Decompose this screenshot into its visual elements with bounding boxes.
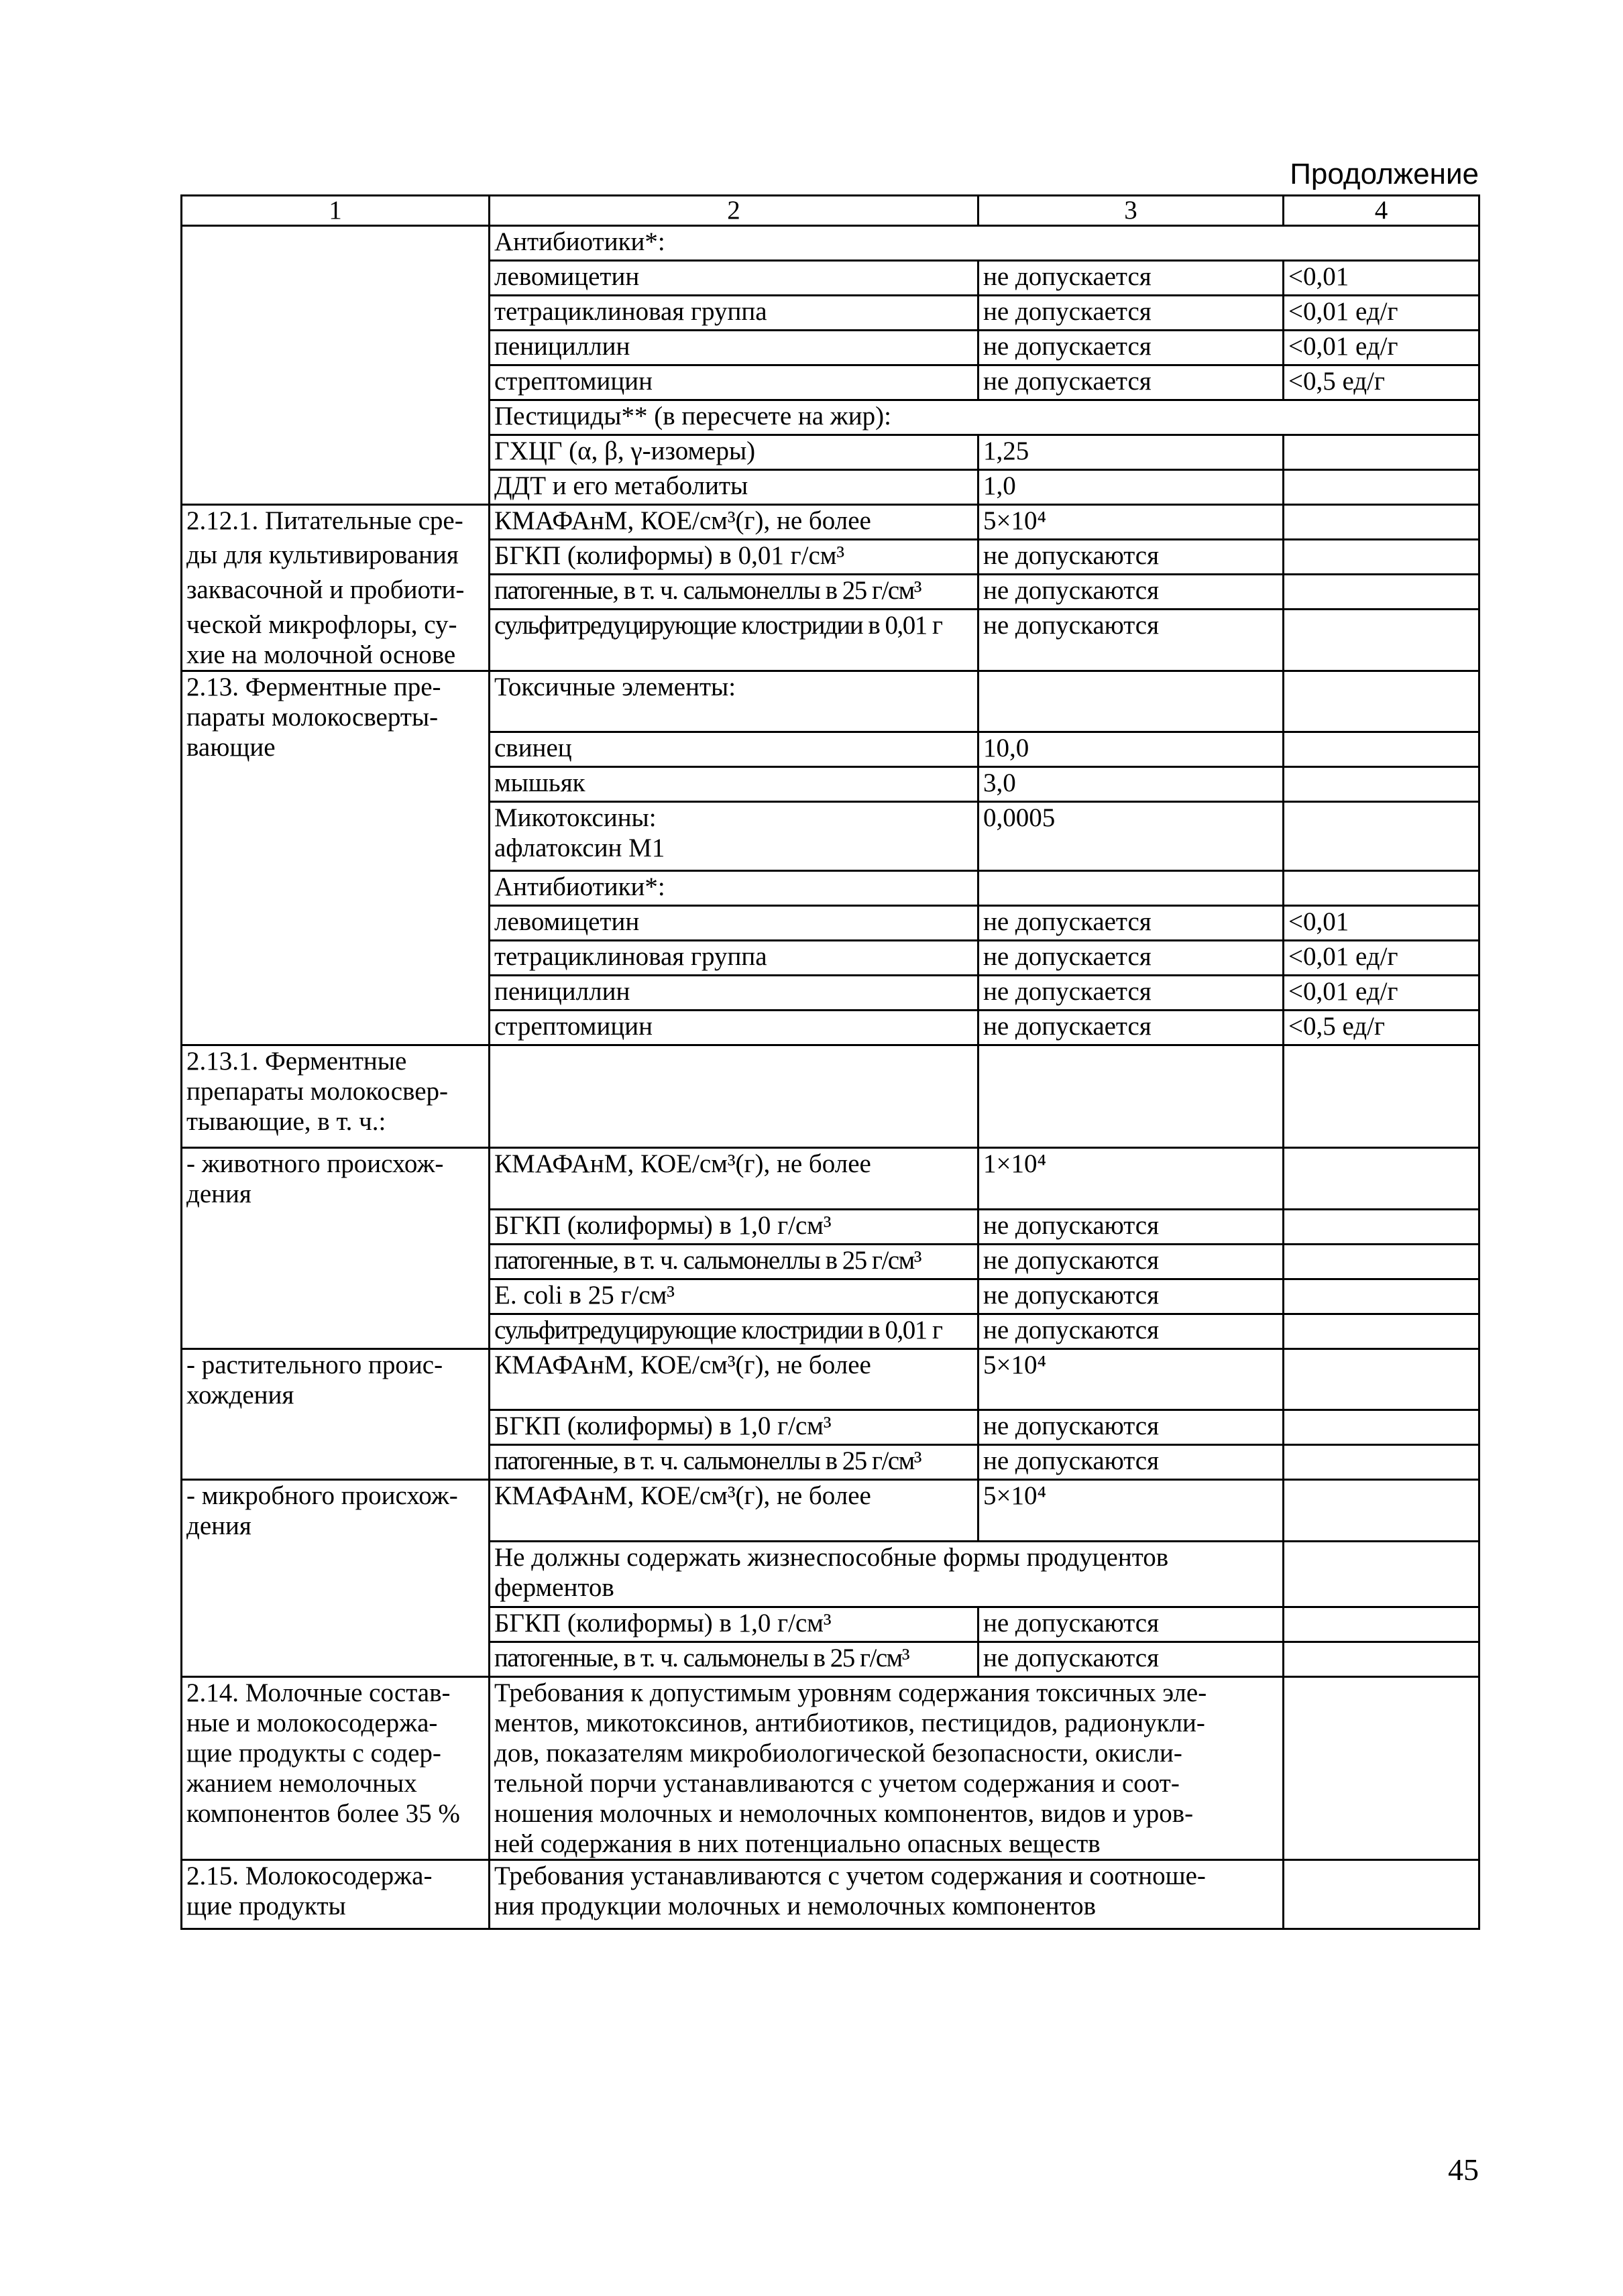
- note-cell: [1284, 671, 1479, 732]
- requirements-table: [180, 194, 1480, 1930]
- indicator-cell: [490, 1045, 978, 1148]
- note-cell: <0,01 ед/г: [1284, 976, 1479, 1011]
- indicator-cell: Не должны содержать жизнеспособные формы продуцентов ферментов: [490, 1541, 1284, 1607]
- table-row: [182, 802, 1479, 871]
- table-row: [182, 1148, 1479, 1210]
- group-label-cell: [182, 365, 490, 400]
- table-row: [182, 906, 1479, 941]
- table-row: [182, 261, 1479, 296]
- indicator-cell: Микотоксины: афлатоксин М1: [490, 802, 978, 871]
- group-label-cell: 2.12.1. Питательные сре-: [182, 505, 490, 540]
- note-cell: [1284, 470, 1479, 505]
- group-label-cell: заквасочной и пробиоти-: [182, 575, 490, 610]
- indicator-cell: E. coli в 25 г/см³: [490, 1279, 978, 1314]
- group-label-cell: [182, 1314, 490, 1348]
- indicator-cell: патогенные, в т. ч. сальмонеллы в 25 г/см³: [490, 1244, 978, 1279]
- indicator-cell: КМАФАнМ, КОЕ/см³(г), не более: [490, 1348, 978, 1410]
- table-row: [182, 1348, 1479, 1410]
- table-row: [182, 1859, 1479, 1929]
- page-number: 45: [1448, 2152, 1479, 2187]
- group-label-cell: [182, 1642, 490, 1676]
- group-label-cell: 2.13.1. Ферментные препараты молокосвер- тывающие, в т. ч.:: [182, 1045, 490, 1148]
- limit-cell: не допускаются: [978, 610, 1284, 671]
- continuation-label: Продолжение: [1290, 158, 1479, 190]
- table-row: [182, 1244, 1479, 1279]
- note-cell: [1284, 610, 1479, 671]
- note-cell: [1284, 1480, 1479, 1542]
- table-row: [182, 732, 1479, 767]
- limit-cell: 5×10⁴: [978, 505, 1284, 540]
- indicator-cell: мышьяк: [490, 767, 978, 802]
- group-label-cell: [182, 1541, 490, 1607]
- limit-cell: не допускается: [978, 1011, 1284, 1045]
- group-label-cell: ческой микрофлоры, су- хие на молочной основе: [182, 610, 490, 671]
- table-row: [182, 540, 1479, 575]
- group-label-cell: [182, 906, 490, 941]
- note-cell: [1284, 1148, 1479, 1210]
- limit-cell: не допускаются: [978, 1642, 1284, 1676]
- indicator-cell: стрептомицин: [490, 365, 978, 400]
- group-label-cell: [182, 435, 490, 470]
- group-label-cell: 2.15. Молокосодержа- щие продукты: [182, 1859, 490, 1929]
- limit-cell: не допускается: [978, 941, 1284, 976]
- group-label-cell: вающие: [182, 732, 490, 767]
- group-label-cell: [182, 296, 490, 331]
- limit-cell: 5×10⁴: [978, 1348, 1284, 1410]
- note-cell: <0,01: [1284, 906, 1479, 941]
- table-row: [182, 400, 1479, 435]
- note-cell: [1284, 1445, 1479, 1480]
- indicator-cell: левомицетин: [490, 906, 978, 941]
- group-label-cell: [182, 1209, 490, 1244]
- group-label-cell: 2.14. Молочные состав- ные и молокосодержа- щие продукты с содер- жанием немолочных компонентов более 35 %: [182, 1676, 490, 1859]
- indicator-cell: тетрациклиновая группа: [490, 941, 978, 976]
- indicator-cell: Требования к допустимым уровням содержания токсичных эле- ментов, микотоксинов, антибиотиков, пестицидов, радионукли- дов, показателям микробиологической безопасности, окисли- тельной порчи устанавливаются с учетом содержания и соот- ношения молочных и немолочных компонентов, видов и уров- ней содержания в них потенциально опасных веществ: [490, 1676, 1284, 1859]
- table-row: [182, 1410, 1479, 1445]
- indicator-cell: БГКП (колиформы) в 1,0 г/см³: [490, 1209, 978, 1244]
- note-cell: [1284, 871, 1479, 906]
- indicator-cell: БГКП (колиформы) в 1,0 г/см³: [490, 1607, 978, 1642]
- table-row: [182, 331, 1479, 365]
- table-row: [182, 1011, 1479, 1045]
- table-row: [182, 1541, 1479, 1607]
- column-header: 3: [978, 196, 1284, 226]
- indicator-cell: КМАФАнМ, КОЕ/см³(г), не более: [490, 505, 978, 540]
- indicator-cell: БГКП (колиформы) в 1,0 г/см³: [490, 1410, 978, 1445]
- table-row: [182, 1279, 1479, 1314]
- group-label-cell: [182, 976, 490, 1011]
- note-cell: [1284, 1410, 1479, 1445]
- indicator-cell: пенициллин: [490, 976, 978, 1011]
- indicator-cell: Антибиотики*:: [490, 226, 1479, 261]
- limit-cell: не допускаются: [978, 540, 1284, 575]
- note-cell: <0,01 ед/г: [1284, 296, 1479, 331]
- note-cell: [1284, 1642, 1479, 1676]
- table-row: [182, 470, 1479, 505]
- limit-cell: не допускается: [978, 261, 1284, 296]
- group-label-cell: [182, 470, 490, 505]
- group-label-cell: [182, 226, 490, 261]
- table-row: [182, 1445, 1479, 1480]
- limit-cell: 5×10⁴: [978, 1480, 1284, 1542]
- indicator-cell: Токсичные элементы:: [490, 671, 978, 732]
- note-cell: [1284, 1607, 1479, 1642]
- note-cell: <0,01 ед/г: [1284, 941, 1479, 976]
- group-label-cell: [182, 400, 490, 435]
- note-cell: [1284, 1314, 1479, 1348]
- limit-cell: не допускаются: [978, 1607, 1284, 1642]
- table-row: [182, 575, 1479, 610]
- table-row: [182, 1642, 1479, 1676]
- indicator-cell: патогенные, в т. ч. сальмонеллы в 25 г/см³: [490, 1445, 978, 1480]
- limit-cell: 0,0005: [978, 802, 1284, 871]
- table-row: [182, 610, 1479, 671]
- note-cell: [1284, 1541, 1479, 1607]
- group-label-cell: ды для культивирования: [182, 540, 490, 575]
- group-label-cell: - микробного происхож- дения: [182, 1480, 490, 1542]
- group-label-cell: [182, 1011, 490, 1045]
- note-cell: [1284, 1244, 1479, 1279]
- table-row: [182, 871, 1479, 906]
- table-row: [182, 1607, 1479, 1642]
- table-row: [182, 976, 1479, 1011]
- note-cell: [1284, 802, 1479, 871]
- limit-cell: не допускается: [978, 365, 1284, 400]
- limit-cell: не допускаются: [978, 1244, 1284, 1279]
- indicator-cell: Антибиотики*:: [490, 871, 978, 906]
- table-row: [182, 296, 1479, 331]
- indicator-cell: КМАФАнМ, КОЕ/см³(г), не более: [490, 1148, 978, 1210]
- note-cell: <0,01: [1284, 261, 1479, 296]
- note-cell: [1284, 505, 1479, 540]
- note-cell: [1284, 1676, 1479, 1859]
- header-row: [182, 196, 1479, 226]
- limit-cell: не допускаются: [978, 1445, 1284, 1480]
- note-cell: [1284, 575, 1479, 610]
- table-row: [182, 767, 1479, 802]
- indicator-cell: ГХЦГ (α, β, γ-изомеры): [490, 435, 978, 470]
- group-label-cell: [182, 871, 490, 906]
- table-row: [182, 1045, 1479, 1148]
- table-row: [182, 671, 1479, 732]
- group-label-cell: - растительного проис- хождения: [182, 1348, 490, 1410]
- note-cell: [1284, 1859, 1479, 1929]
- note-cell: <0,5 ед/г: [1284, 1011, 1479, 1045]
- indicator-cell: БГКП (колиформы) в 0,01 г/см³: [490, 540, 978, 575]
- indicator-cell: свинец: [490, 732, 978, 767]
- table-row: [182, 226, 1479, 261]
- table-row: [182, 941, 1479, 976]
- limit-cell: [978, 671, 1284, 732]
- group-label-cell: [182, 941, 490, 976]
- note-cell: [1284, 767, 1479, 802]
- table-row: [182, 435, 1479, 470]
- limit-cell: не допускается: [978, 906, 1284, 941]
- indicator-cell: сульфитредуцирующие клостридии в 0,01 г: [490, 610, 978, 671]
- group-label-cell: [182, 261, 490, 296]
- note-cell: [1284, 732, 1479, 767]
- limit-cell: не допускаются: [978, 1279, 1284, 1314]
- table-row: [182, 365, 1479, 400]
- limit-cell: 1×10⁴: [978, 1148, 1284, 1210]
- group-label-cell: [182, 767, 490, 802]
- group-label-cell: [182, 1410, 490, 1445]
- indicator-cell: патогенные, в т. ч. сальмонеллы в 25 г/см³: [490, 575, 978, 610]
- note-cell: [1284, 1209, 1479, 1244]
- limit-cell: не допускаются: [978, 1410, 1284, 1445]
- indicator-cell: стрептомицин: [490, 1011, 978, 1045]
- group-label-cell: - животного происхож- дения: [182, 1148, 490, 1210]
- indicator-cell: тетрациклиновая группа: [490, 296, 978, 331]
- indicator-cell: Требования устанавливаются с учетом содержания и соотноше- ния продукции молочных и немолочных компонентов: [490, 1859, 1284, 1929]
- note-cell: [1284, 1045, 1479, 1148]
- limit-cell: не допускается: [978, 976, 1284, 1011]
- group-label-cell: [182, 1244, 490, 1279]
- note-cell: [1284, 540, 1479, 575]
- limit-cell: не допускаются: [978, 1209, 1284, 1244]
- column-header: 1: [182, 196, 490, 226]
- limit-cell: [978, 871, 1284, 906]
- limit-cell: не допускаются: [978, 575, 1284, 610]
- note-cell: [1284, 1279, 1479, 1314]
- table-row: [182, 1314, 1479, 1348]
- indicator-cell: ДДТ и его метаболиты: [490, 470, 978, 505]
- indicator-cell: КМАФАнМ, КОЕ/см³(г), не более: [490, 1480, 978, 1542]
- indicator-cell: Пестициды** (в пересчете на жир):: [490, 400, 1479, 435]
- table-row: [182, 505, 1479, 540]
- limit-cell: 3,0: [978, 767, 1284, 802]
- limit-cell: 10,0: [978, 732, 1284, 767]
- limit-cell: 1,0: [978, 470, 1284, 505]
- limit-cell: не допускаются: [978, 1314, 1284, 1348]
- indicator-cell: левомицетин: [490, 261, 978, 296]
- limit-cell: не допускается: [978, 296, 1284, 331]
- indicator-cell: пенициллин: [490, 331, 978, 365]
- column-header: 4: [1284, 196, 1479, 226]
- limit-cell: [978, 1045, 1284, 1148]
- group-label-cell: [182, 1607, 490, 1642]
- group-label-cell: 2.13. Ферментные пре- параты молокосверты-: [182, 671, 490, 732]
- indicator-cell: патогенные, в т. ч. сальмонелы в 25 г/см³: [490, 1642, 978, 1676]
- note-cell: [1284, 1348, 1479, 1410]
- table-row: [182, 1480, 1479, 1542]
- note-cell: <0,01 ед/г: [1284, 331, 1479, 365]
- table-row: [182, 1209, 1479, 1244]
- group-label-cell: [182, 1445, 490, 1480]
- group-label-cell: [182, 1279, 490, 1314]
- note-cell: [1284, 435, 1479, 470]
- indicator-cell: сульфитредуцирующие клостридии в 0,01 г: [490, 1314, 978, 1348]
- note-cell: <0,5 ед/г: [1284, 365, 1479, 400]
- limit-cell: не допускается: [978, 331, 1284, 365]
- limit-cell: 1,25: [978, 435, 1284, 470]
- table-row: [182, 1676, 1479, 1859]
- group-label-cell: [182, 331, 490, 365]
- group-label-cell: [182, 802, 490, 871]
- column-header: 2: [490, 196, 978, 226]
